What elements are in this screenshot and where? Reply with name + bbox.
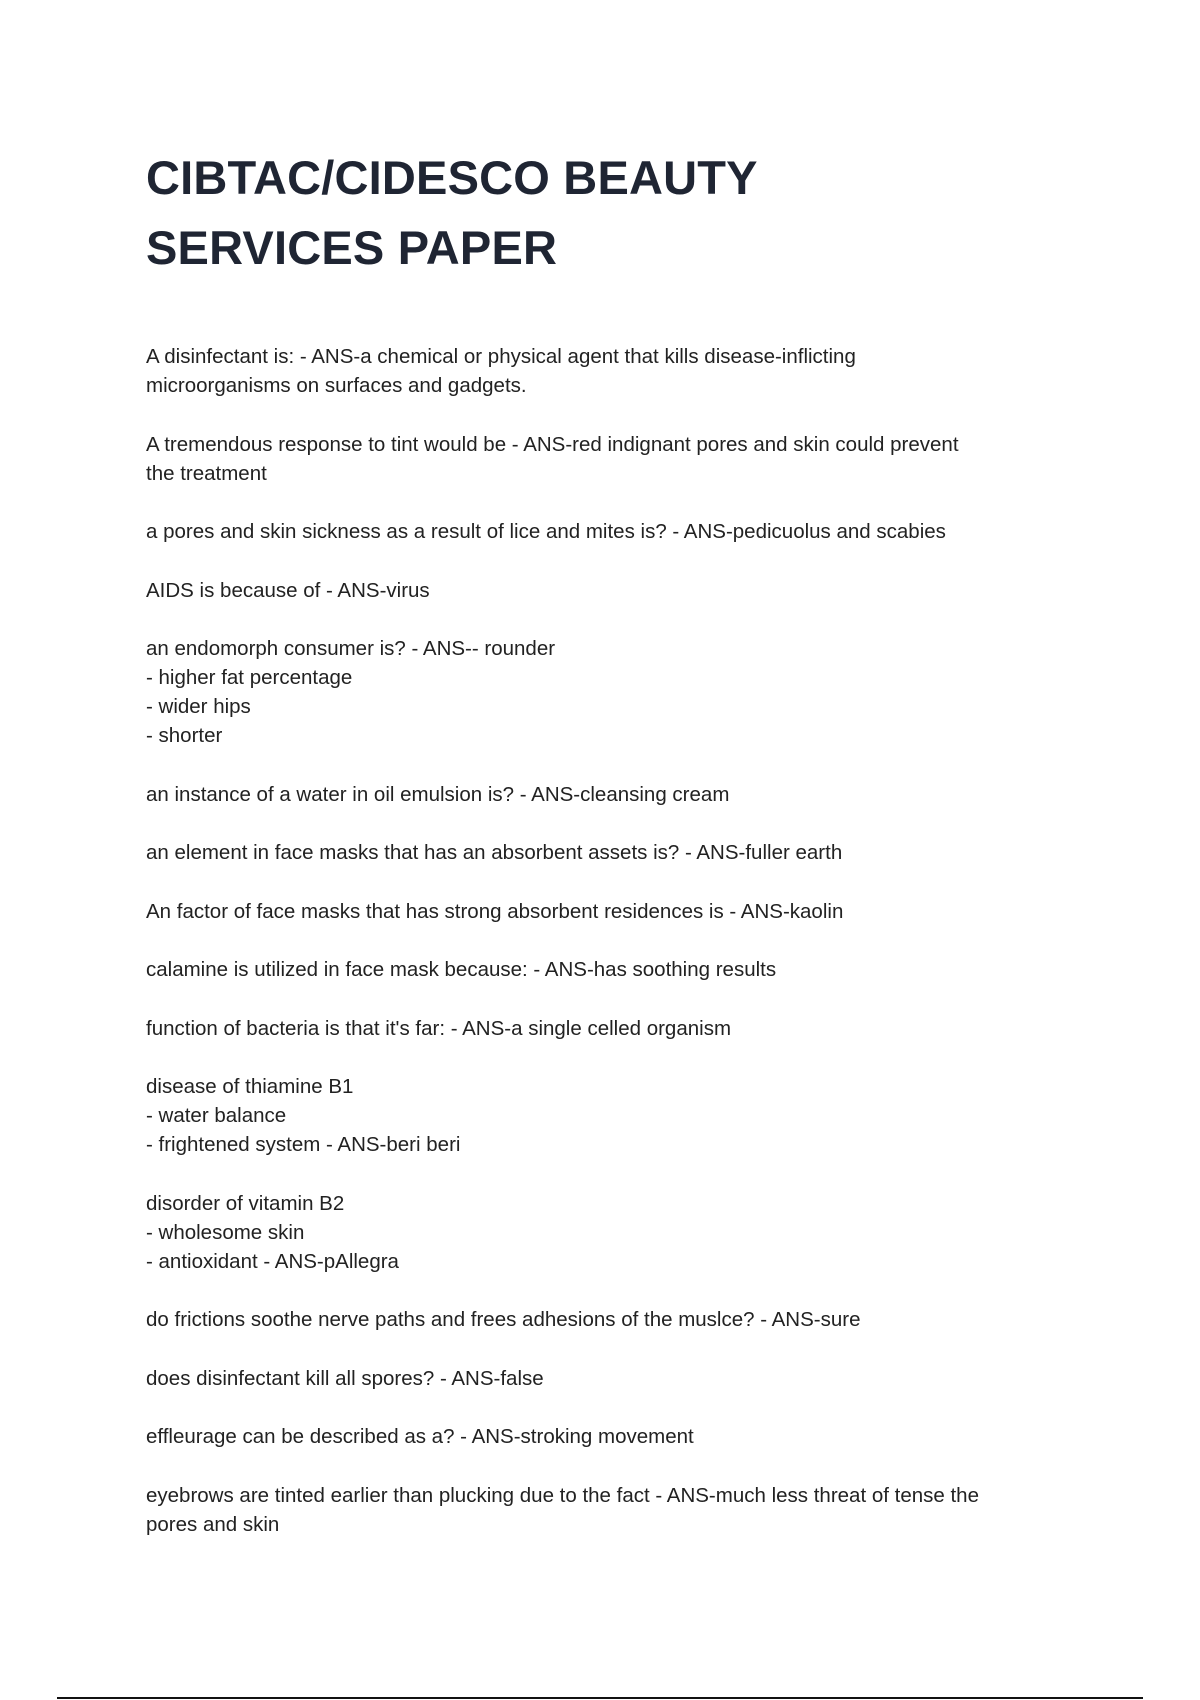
qa-item: AIDS is because of - ANS-virus [146, 578, 430, 602]
footer-divider [57, 1697, 1143, 1699]
qa-item: disorder of vitamin B2 - wholesome skin - antioxidant - ANS-pAllegra [146, 1191, 399, 1273]
qa-item: An factor of face masks that has strong absorbent residences is - ANS-kaolin [146, 899, 844, 923]
qa-item: calamine is utilized in face mask because: - ANS-has soothing results [146, 958, 777, 981]
page-title [146, 143, 1046, 283]
qa-item: disease of thiamine B1 - water balance - frightened system - ANS-beri beri [146, 1075, 461, 1156]
qa-item: function of bacteria is that it's far: - ANS-a single celled organism [146, 1016, 732, 1040]
title-line-2: SERVICES PAPER [146, 221, 558, 274]
qa-item: effleurage can be described as a? - ANS-stroking movement [146, 1425, 694, 1448]
question-answer-list [146, 342, 1066, 1568]
qa-item: does disinfectant kill all spores? - ANS-false [146, 1366, 544, 1390]
qa-item: an instance of a water in oil emulsion is? - ANS-cleansing cream [146, 782, 730, 806]
qa-item: eyebrows are tinted earlier than plucking due to the fact - ANS-much less threat of tense the pores and skin [146, 1483, 979, 1536]
title-line-1: CIBTAC/CIDESCO BEAUTY [146, 151, 758, 204]
qa-item: A disinfectant is: - ANS-a chemical or physical agent that kills disease-inflicting microorganisms on surfaces and gadgets. [146, 345, 856, 397]
qa-item: an endomorph consumer is? - ANS-- rounder - higher fat percentage - wider hips - shorter [146, 637, 556, 747]
qa-item: a pores and skin sickness as a result of lice and mites is? - ANS-pedicuolus and scabies [146, 520, 946, 543]
qa-item: do frictions soothe nerve paths and frees adhesions of the muslce? - ANS-sure [146, 1308, 861, 1331]
qa-item: an element in face masks that has an absorbent assets is? - ANS-fuller earth [146, 841, 843, 864]
qa-item: A tremendous response to tint would be - ANS-red indignant pores and skin could prevent the treatment [146, 432, 959, 485]
